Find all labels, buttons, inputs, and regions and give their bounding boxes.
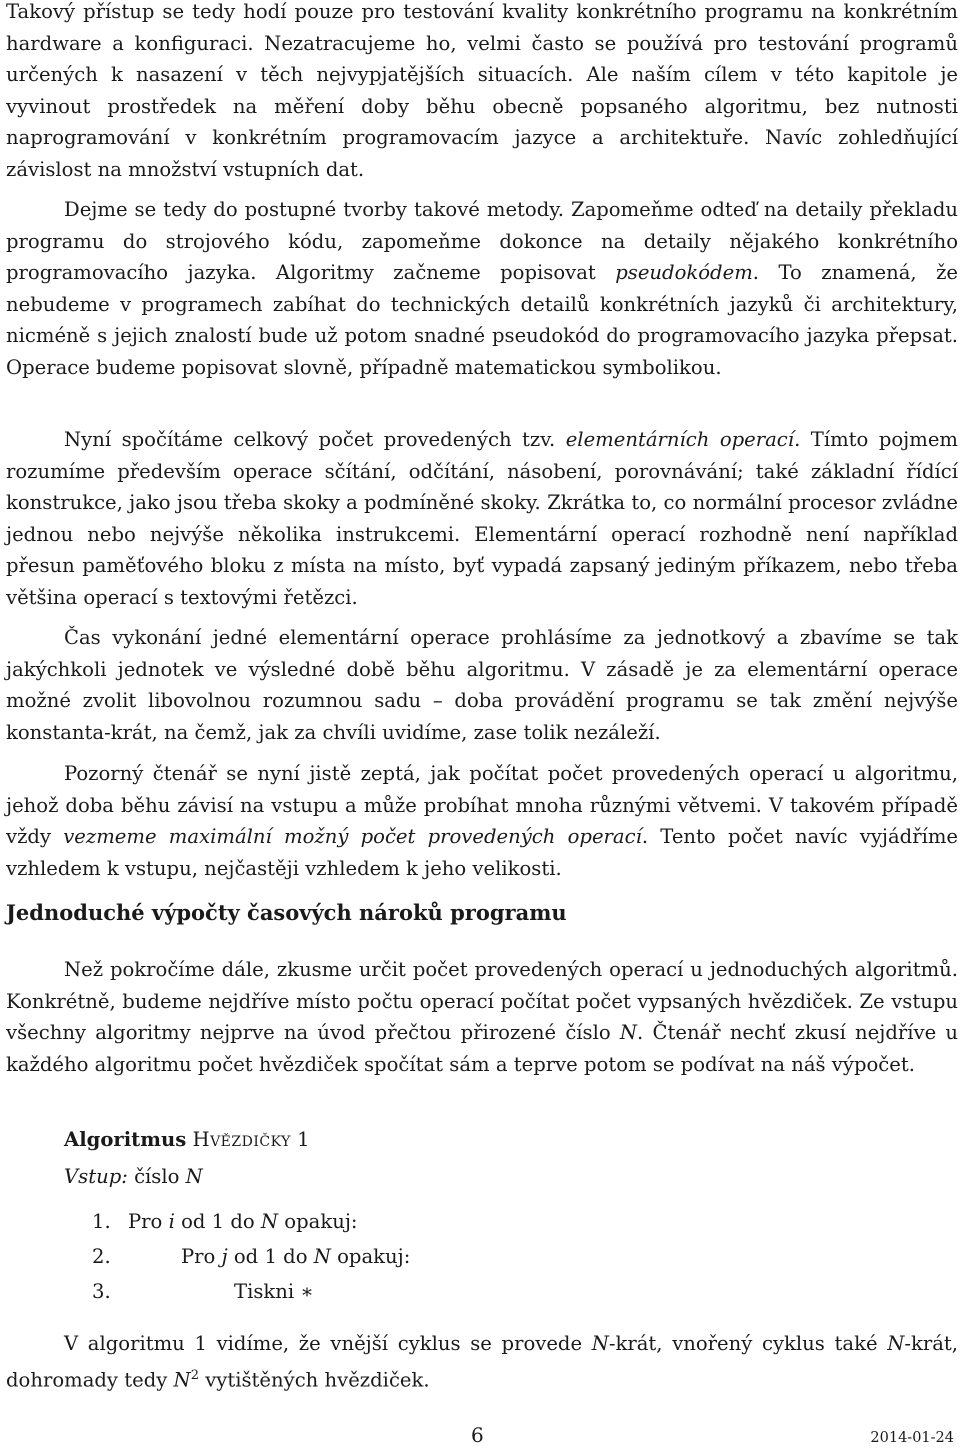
paragraph-1 [6,0,958,186]
emphasis-max-operations: vezmeme maximální možný počet provedených operací [63,825,642,849]
page-number: 6 [471,1423,484,1447]
paragraph-2-text-a: Dejme se tedy do postupné tvorby takové metody. Zapomeňme odteď na detaily překladu programu do strojového kódu, zapomeňme dokonce na detaily nějakého konkrétního programovacího jazyka. Algoritmy začneme popisovat [6,198,958,285]
paragraph-3-text-b: . Tímto pojmem rozumíme především operace sčítání, odčítání, násobení, porovnávání; také základní řídící konstrukce, jako jsou třeba skoky a podmíněné skoky. Zkrátka to, co normální procesor zvládne jednou nebo nejvýše několika instrukcemi. Elementární operací rozhodně není například přesun paměťového bloku z místa na místo, byť vypadá zapsaný jediným příkazem, nebo třeba většina operací s textovými řetězci. [6,428,958,609]
paragraph-6-text-b: . Čtenář nechť zkusí nejdříve u každého algoritmu počet hvězdiček spočítat sám a teprve potom se podívat na náš výpočet. [6,1021,958,1076]
algorithm-input-text: číslo [127,1165,186,1188]
paragraph-7-text-d: vytištěných hvězdiček. [198,1368,430,1392]
paragraph-4 [6,622,958,748]
variable-n: N [591,1332,609,1355]
step-number: 2. [92,1245,111,1268]
term-elementarni-operace: elementárních operací [565,428,795,451]
step-number: 1. [92,1210,111,1233]
paragraph-5-text-a: Pozorný čtenář se nyní jistě zeptá, jak počítat počet provedených operací u algoritmu, jehož doba běhu závisí na vstupu a může probíhat mnoha různými větvemi. V takovém případě vždy [6,762,958,849]
exponent: 2 [190,1367,199,1383]
variable-n: N [173,1368,191,1392]
step-text: Pro i od 1 do N opakuj: [128,1210,358,1233]
paragraph-2-text-b: . To znamená, že nebudeme v programech zabíhat do technických detailů konkrétních jazyků či architektury, nicméně s jejich znalostí bude už potom snadné pseudokód do programovacího jazyka přepsat. Operace budeme popisovat slovně, případně matematickou symbolikou. [6,261,958,379]
paragraph-4-text: Čas vykonání jedné elementární operace prohlásíme za jednotkový a zbavíme se tak jakýchkoli jednotek ve výsledné době běhu algoritmu. V zásadě je za elementární operace možné zvolit libovolnou rozumnou sadu – doba provádění programu se tak změní nejvýše konstanta-krát, na čemž, jak za chvíli uvidíme, zase tolik nezáleží. [6,626,958,744]
term-pseudokod: pseudokódem [615,261,753,285]
footer-date: 2014-01-24 [870,1430,954,1446]
paragraph-2 [6,194,958,384]
paragraph-6 [6,954,958,1080]
step-number: 3. [92,1280,111,1303]
paragraph-7 [6,1328,958,1396]
algorithm-input-label: Vstup: [64,1165,128,1188]
variable-n: N [887,1332,905,1355]
algorithm-name: Hvězdičky [192,1128,291,1151]
algorithm-title [64,1124,310,1155]
asterisk-symbol: ∗ [300,1280,314,1303]
paragraph-6-text-a: Než pokročíme dále, zkusme určit počet provedených operací u jednoduchých algoritmů. Konkrétně, budeme nejdříve místo počtu operací počítat počet vypsaných hvězdiček. Ze vstupu všechny algoritmy nejprve na úvod přečtou přirozené číslo [6,958,958,1045]
paragraph-5 [6,758,958,884]
algorithm-number: 1 [297,1128,310,1151]
paragraph-7-text-c: -krát, dohromady tedy [6,1332,959,1392]
paragraph-7-text-a: V algoritmu 1 vidíme, že vnější cyklus se provede [64,1332,592,1355]
paragraph-1-text: Takový přístup se tedy hodí pouze pro testování kvality konkrétního programu na konkrétním hardware a konfiguraci. Nezatracujeme ho, velmi často se používá pro testování programů určených k nasazení v těch nejvypjatějších situacích. Ale naším cílem v této kapitole je vyvinout prostředek na měření doby běhu obecně popsaného algoritmu, bez nutnosti naprogramování v konkrétním programovacím jazyce a architektuře. Navíc zohledňující závislost na množství vstupních dat. [6,0,958,181]
step-text: Pro j od 1 do N opakuj: [181,1245,411,1268]
paragraph-5-text-b: . Tento počet navíc vyjádříme vzhledem k vstupu, nejčastěji vzhledem k jeho velikosti. [6,825,959,880]
variable-n: N [619,1021,638,1045]
step-text: Tiskni ∗ [234,1280,314,1303]
paragraph-3-text-a: Nyní spočítáme celkový počet provedených tzv. [64,428,566,451]
algorithm-label: Algoritmus [64,1128,187,1151]
algorithm-input [64,1161,203,1192]
paragraph-3 [6,424,958,614]
section-heading: Jednoduché výpočty časových nároků programu [6,900,567,925]
algorithm-input-var: N [185,1165,203,1188]
paragraph-7-text-b: -krát, vnořený cyklus také [608,1332,888,1355]
